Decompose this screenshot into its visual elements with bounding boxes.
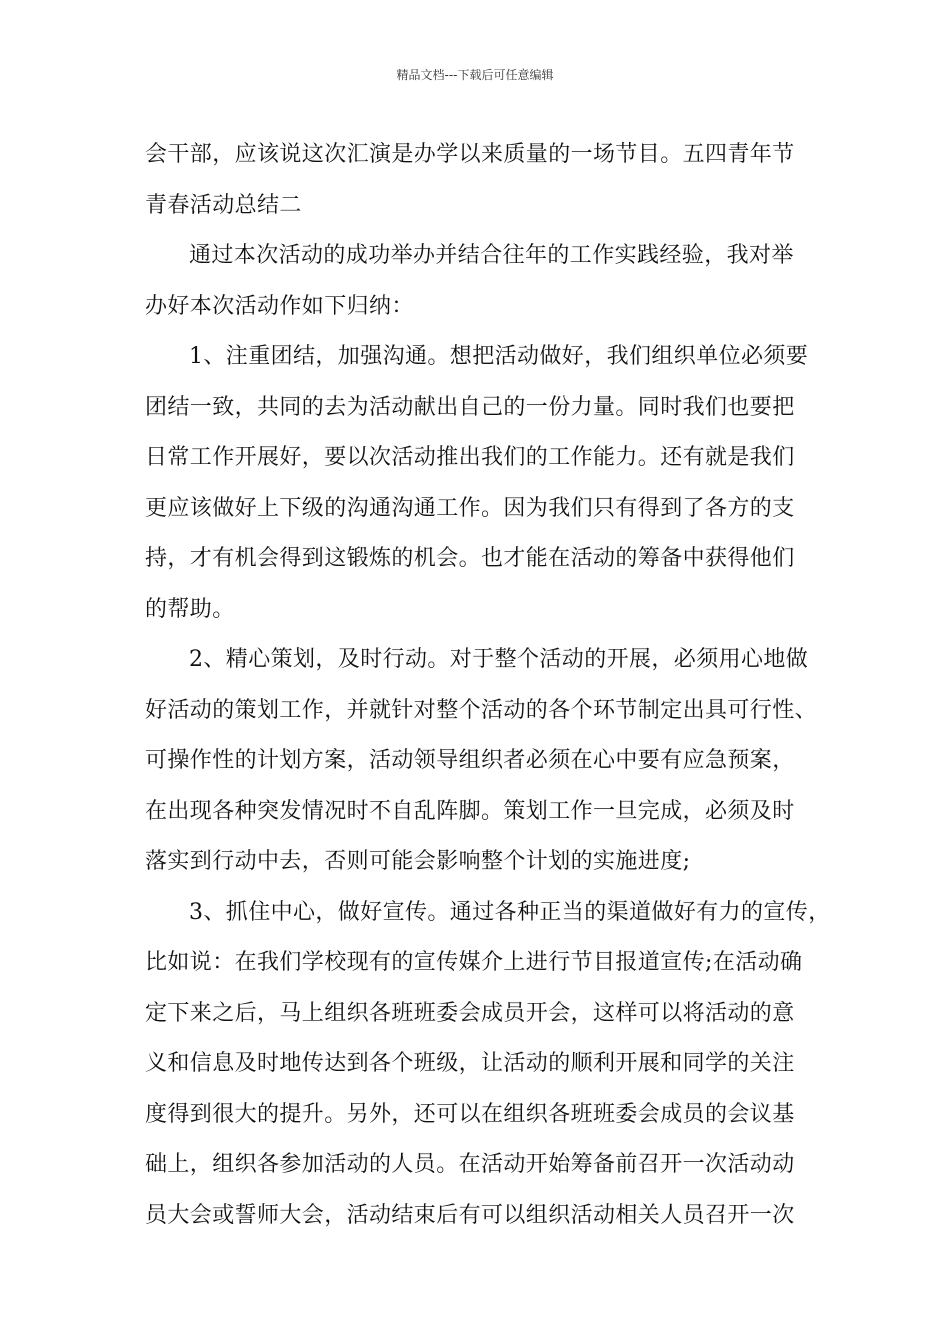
text-line: 义和信息及时地传达到各个班级，让活动的顺利开展和同学的关注 [145, 1051, 795, 1076]
text-line: 团结一致，共同的去为活动献出自己的一份力量。同时我们也要把 [145, 394, 795, 420]
text-line: 日常工作开展好，要以次活动推出我们的工作能力。还有就是我们 [145, 445, 795, 470]
text-line: 员大会或誓师大会，活动结束后有可以组织活动相关人员召开一次 [145, 1202, 795, 1228]
text-line: 可操作性的计划方案，活动领导组织者必须在心中要有应急预案， [145, 748, 795, 773]
text-line: 在出现各种突发情况时不自乱阵脚。策划工作一旦完成，必须及时 [145, 798, 795, 824]
text-line: 办好本次活动作如下归纳： [145, 293, 414, 319]
text-line: 2、精心策划，及时行动。对于整个活动的开展，必须用心地做 [189, 647, 809, 672]
text-line: 的帮助。 [145, 596, 235, 622]
text-line: 通过本次活动的成功举办并结合往年的工作实践经验，我对举 [189, 243, 794, 268]
text-line: 更应该做好上下级的沟通沟通工作。因为我们只有得到了各方的支 [145, 495, 795, 521]
text-line: 础上，组织各参加活动的人员。在活动开始筹备前召开一次活动动 [145, 1152, 795, 1177]
text-line: 会干部，应该说这次汇演是办学以来质量的一场节目。五四青年节 [145, 142, 795, 167]
text-line: 定下来之后，马上组织各班班委会成员开会，这样可以将活动的意 [145, 1000, 795, 1026]
text-line: 1、注重团结，加强沟通。想把活动做好，我们组织单位必须要 [189, 344, 809, 369]
text-line: 落实到行动中去，否则可能会影响整个计划的实施进度; [145, 849, 691, 874]
text-line: 度得到很大的提升。另外，还可以在组织各班班委会成员的会议基 [145, 1101, 795, 1127]
text-line: 比如说：在我们学校现有的宣传媒介上进行节目报道宣传;在活动确 [145, 950, 803, 975]
document-body [145, 130, 831, 1241]
text-line: 3、抓住中心，做好宣传。通过各种正当的渠道做好有力的宣传， [189, 899, 831, 925]
text-line: 好活动的策划工作，并就针对整个活动的各个环节制定出具可行性、 [145, 697, 818, 723]
text-line: 青春活动总结二 [145, 192, 302, 218]
page-header: 精品文档---下载后可任意编辑 [396, 68, 554, 82]
text-line: 持，才有机会得到这锻炼的机会。也才能在活动的筹备中获得他们 [145, 546, 795, 571]
